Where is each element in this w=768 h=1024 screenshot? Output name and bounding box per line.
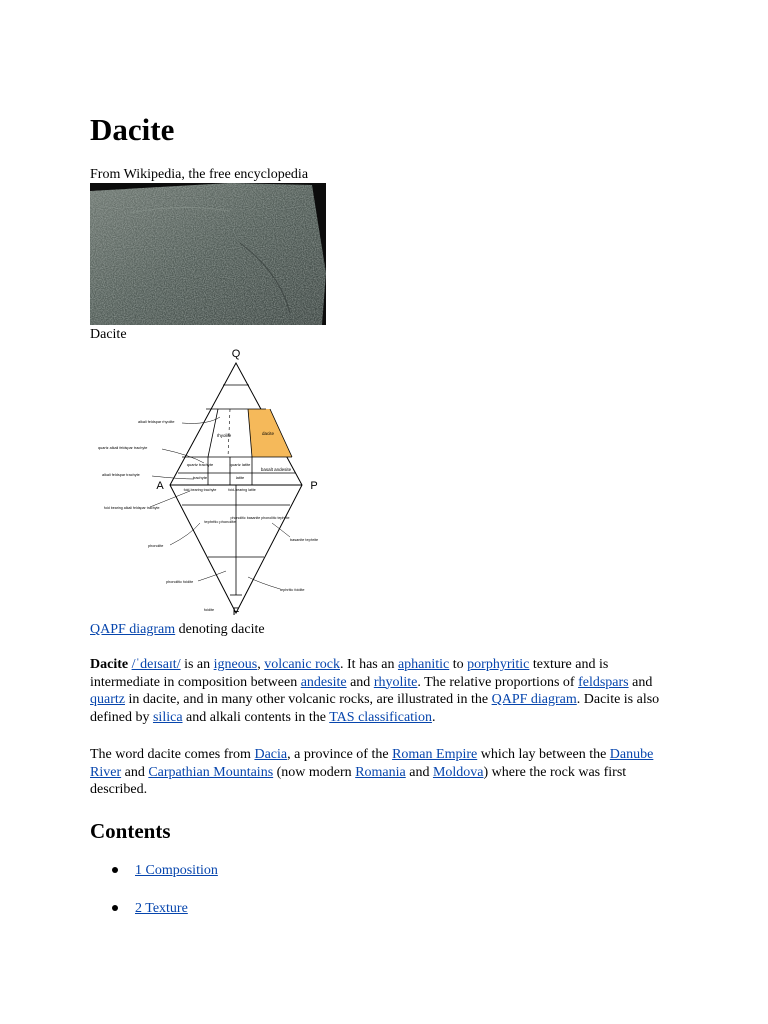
intro-paragraph [90,656,676,726]
contents-heading: Contents [90,819,171,843]
label-basanite: basanite tephrite [290,538,319,542]
intro-text: in dacite, and in many other volcanic rocks, are illustrated in the [124,692,492,708]
field-quartz-latite: quartz latite [229,462,251,467]
corner-p-label: P [310,480,318,492]
etymology-text: ) where the rock was first described. [90,764,627,798]
toc-item [90,900,218,938]
photo-caption: Dacite [90,327,127,342]
qapf-diagram[interactable] [90,345,330,617]
intro-text: to [449,657,468,672]
dacia-link[interactable]: Dacia [254,747,288,762]
qapf-diagram-caption-link[interactable]: QAPF diagram [90,622,176,637]
label-foid-bearing: foid bearing alkali feldspar trachyte [104,506,160,510]
dacite-photo[interactable] [90,183,326,325]
toc-item [90,862,218,900]
corner-q-label: Q [231,348,241,360]
intro-text: . Dacite is also defined by [90,692,660,725]
label-alkali-trachyte: alkali feldspar trachyte [102,473,140,477]
label-foidite: foidite [204,608,215,612]
field-dacite: dacite [261,431,275,436]
page-title: Dacite [90,112,175,147]
toc-link-texture[interactable]: 2 Texture [135,901,188,916]
etymology-paragraph [90,746,676,799]
etymology-text: and [121,764,149,780]
diagram-caption-text: denoting dacite [175,622,265,637]
ipa-link[interactable]: /ˈdeɪsaɪt/ [131,657,181,672]
corner-f-label: F [232,606,240,617]
corner-a-label: A [156,480,164,492]
intro-text: and [346,674,374,690]
feldspars-link[interactable]: feldspars [578,674,629,690]
danube-river-link[interactable]: Danube River [90,747,654,780]
table-of-contents [90,862,218,938]
field-foid-trachyte: foid-bearing trachyte [183,488,217,492]
dacite-photo-image [90,183,326,325]
intro-text: . The relative proportions of [417,674,579,690]
intro-text: is an [180,657,214,672]
field-foid-latite: foid-bearing latite [228,488,256,492]
field-latite: latite [235,475,245,480]
aphanitic-link[interactable]: aphanitic [397,657,450,672]
intro-text: , [257,657,265,672]
etymology-text: The word dacite comes from [90,747,255,762]
etymology-text: which lay between the [477,747,610,762]
intro-text: and [628,674,653,690]
bullet-icon [112,867,118,873]
moldova-link[interactable]: Moldova [432,764,484,780]
field-tephritic-phonolite: tephritic phonolite [204,519,236,524]
silica-link[interactable]: silica [152,709,183,725]
label-tephritic-foidite: tephritic foidite [280,588,305,592]
field-rhyolite: rhyolite [216,433,232,438]
intro-text: and alkali contents in the [182,709,330,725]
field-phonolitic-basanite: phonolitic basanite phonolitic tephrite [230,516,290,520]
intro-text: . It has an [340,657,398,672]
label-phonolitic-foidite: phonolitic foidite [166,580,194,584]
qapf-diagram-link[interactable]: QAPF diagram [491,692,577,708]
quartz-link[interactable]: quartz [90,692,125,708]
volcanic-rock-link[interactable]: volcanic rock [264,657,341,672]
field-basalt: basalt andesite [260,467,292,472]
term-bold: Dacite [90,657,129,672]
etymology-text: and [405,764,433,780]
tagline: From Wikipedia, the free encyclopedia [90,167,309,182]
bullet-icon [112,905,118,911]
etymology-text: (now modern [273,764,356,780]
label-quartz-alkali-trachyte: quartz alkali feldspar trachyte [98,446,148,450]
diagram-caption [90,621,265,638]
roman-empire-link[interactable]: Roman Empire [392,747,478,762]
label-phonolite: phonolite [148,544,164,548]
field-quartz-trachyte: quartz trachyte [186,462,214,467]
tas-classification-link[interactable]: TAS classification [329,709,432,725]
field-trachyte: trachyte [192,475,208,480]
carpathian-mountains-link[interactable]: Carpathian Mountains [148,764,274,780]
toc-link-composition[interactable]: 1 Composition [135,863,218,878]
intro-text: . [431,709,436,725]
porphyritic-link[interactable]: porphyritic [467,657,530,672]
intro-text: texture and is intermediate in composition between [90,657,609,690]
igneous-link[interactable]: igneous [213,657,258,672]
etymology-text: , a province of the [287,747,393,762]
qapf-diagram-image [90,345,330,617]
label-alkali-rhyolite: alkali feldspar rhyolite [138,420,175,424]
andesite-link[interactable]: andesite [300,674,347,690]
romania-link[interactable]: Romania [355,764,406,780]
rhyolite-link[interactable]: rhyolite [373,674,418,690]
